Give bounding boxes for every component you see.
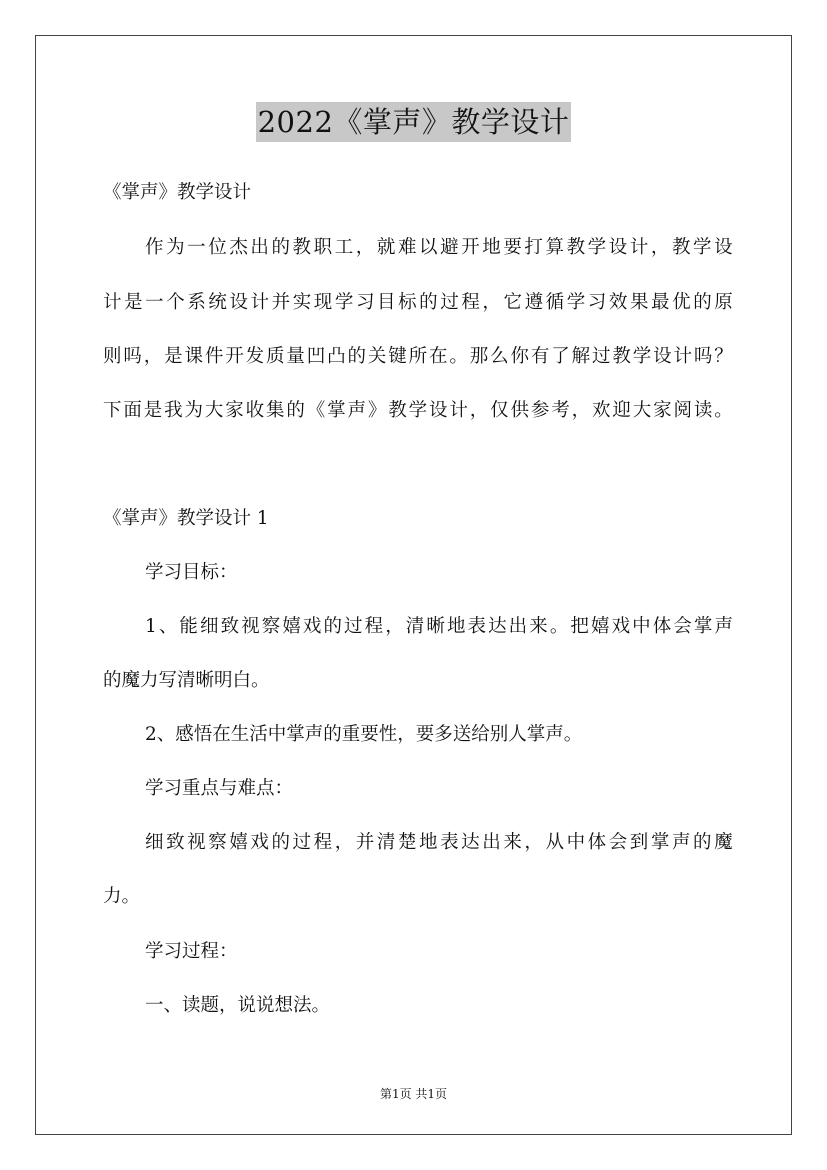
goals-label: 学习目标： (145, 562, 238, 583)
page-footer: 第1页 共1页 (379, 1087, 448, 1101)
key-points-line-2: 力。 (103, 886, 141, 907)
goal-1-line-2: 的魔力写清晰明白。 (103, 670, 270, 691)
intro-line-3: 则 吗 ， 是 课 件 开 发 质 量 凹 凸 的 关 键 所 在 。 那 么 你 有 了 解 过 教 学 设 计 吗 ？ (103, 346, 733, 367)
goal-1-line-1: 1 、 能 细 致 视 察 嬉 戏 的 过 程 ， 清 晰 地 表 达 出 来 。 把 嬉 戏 中 体 会 掌 声 (145, 616, 733, 637)
process-label: 学习过程： (145, 941, 238, 962)
intro-line-4: 下 面 是 我 为 大 家 收 集 的 《 掌 声 》 教 学 设 计 ， 仅 供 参 考 ， 欢 迎 大 家 阅 读 。 (103, 400, 733, 421)
section-title: 《掌声》教学设计 1 (103, 508, 269, 529)
intro-line-1: 作 为 一 位 杰 出 的 教 职 工 ， 就 难 以 避 开 地 要 打 算 教 学 设 计 ， 教 学 设 (145, 237, 733, 258)
document-title-text: 2022《掌声》教学设计 (256, 102, 572, 142)
key-points-label: 学习重点与难点： (145, 778, 294, 799)
intro-line-2: 计 是 一 个 系 统 设 计 并 实 现 学 习 目 标 的 过 程 ， 它 遵 循 学 习 效 果 最 优 的 原 (103, 292, 733, 313)
key-points-line-1: 细 致 视 察 嬉 戏 的 过 程 ， 并 清 楚 地 表 达 出 来 ， 从 中 体 会 到 掌 声 的 魔 (145, 832, 733, 853)
document-title (0, 102, 827, 142)
subtitle: 《掌声》教学设计 (103, 182, 252, 203)
goal-2: 2、感悟在生活中掌声的重要性，要多送给别人掌声。 (145, 724, 583, 745)
step-1: 一、读题，说说想法。 (145, 995, 331, 1016)
